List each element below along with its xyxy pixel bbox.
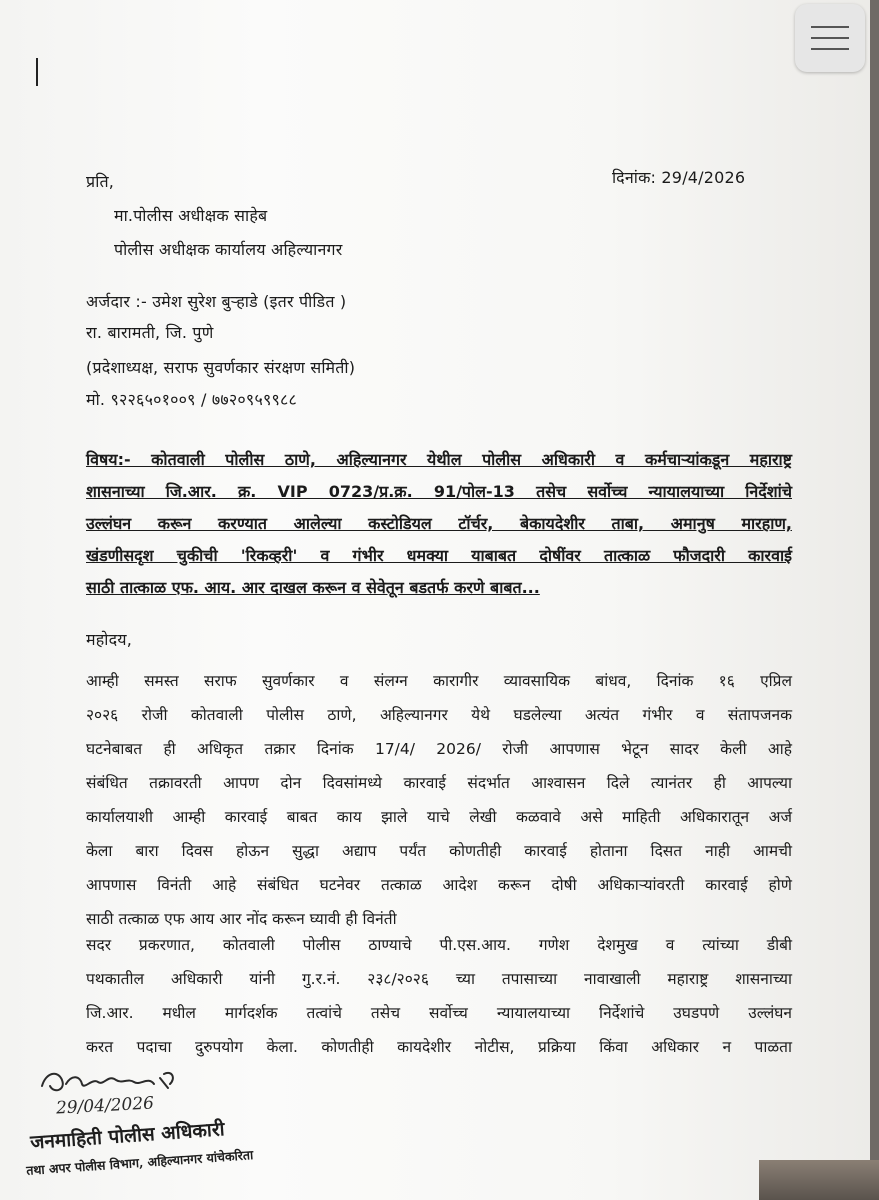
- recipient-office: पोलीस अधीक्षक कार्यालय अहिल्यानगर: [114, 240, 343, 259]
- subject-line: उल्लंघन करून करण्यात आलेल्या कस्टोडियल टॉर्चर, बेकायदेशीर ताबा, अमानुष मारहाण,: [86, 514, 792, 533]
- menu-bar: [811, 37, 849, 39]
- subject-line: साठी तात्काळ एफ. आय. आर दाखल करून व सेवेतून बडतर्फ करणे बाबत...: [86, 578, 540, 597]
- hamburger-menu-icon[interactable]: [795, 4, 865, 72]
- salutation: महोदय,: [86, 630, 133, 649]
- letter-date: दिनांक: 29/4/2026: [612, 168, 746, 187]
- menu-bar: [811, 48, 849, 50]
- recipient-prefix: प्रति,: [86, 172, 115, 191]
- stamp-date: 29/04/2026: [55, 1093, 155, 1119]
- stamp-subtitle: तथा अपर पोलीस विभाग, अहिल्यानगर यांचेकरिता: [25, 1147, 254, 1178]
- subject-line: विषय:- कोतवाली पोलीस ठाणे, अहिल्यानगर येथील पोलीस अधिकारी व कर्मचाऱ्यांकडून महाराष्ट्र: [86, 450, 792, 469]
- paragraph-line: आम्ही समस्त सराफ सुवर्णकार व संलग्न कारागीर व्यावसायिक बांधव, दिनांक १६ एप्रिल: [86, 672, 792, 690]
- paragraph-line: २०२६ रोजी कोतवाली पोलीस ठाणे, अहिल्यानगर येथे घडलेल्या अत्यंत गंभीर व संतापजनक: [86, 706, 792, 724]
- paragraph-line: घटनेबाबत ही अधिकृत तक्रार दिनांक 17/4/ 2026/ रोजी आपणास भेटून सादर केली आहे: [86, 740, 792, 758]
- background-surface: [759, 1160, 879, 1200]
- received-stamp: [26, 1060, 306, 1200]
- paragraph-line: संबंधित तक्रावरती आपण दोन दिवसांमध्ये कारवाई संदर्भात आश्वासन दिले त्यानंतर ही आपल्या: [86, 774, 792, 792]
- applicant-designation: (प्रदेशाध्यक्ष, सराफ सुवर्णकार संरक्षण समिती): [86, 358, 356, 377]
- subject-line: शासनाच्या जि.आर. क्र. VIP 0723/प्र.क्र. 91/पोल-13 तसेच सर्वोच्च न्यायालयाच्या निर्देशांचे: [86, 482, 792, 501]
- menu-bar: [811, 26, 849, 28]
- paragraph-line: सदर प्रकरणात, कोतवाली पोलीस ठाण्याचे पी.एस.आय. गणेश देशमुख व त्यांच्या डीबी: [86, 936, 792, 954]
- paragraph-line: जि.आर. मधील मार्गदर्शक तत्वांचे तसेच सर्वोच्च न्यायालयाच्या निर्देशांचे उघडपणे उल्लंघन: [86, 1004, 792, 1022]
- subject-line: खंडणीसदृश चुकीची 'रिकव्हरी' व गंभीर धमक्या याबाबत दोषींवर तात्काळ फौजदारी कारवाई: [86, 546, 792, 565]
- subject-block: [86, 444, 792, 604]
- applicant-name: अर्जदार :- उमेश सुरेश बुऱ्हाडे (इतर पीडित ): [86, 292, 347, 311]
- paragraph-line: करत पदाचा दुरुपयोग केला. कोणतीही कायदेशीर नोटीस, प्रक्रिया किंवा अधिकार न पाळता: [86, 1038, 792, 1056]
- signature-scribble: [36, 1064, 186, 1100]
- margin-pen-mark: [36, 58, 38, 86]
- paragraph-line: कार्यालयाशी आम्ही कारवाई बाबत काय झाले याचे लेखी कळवावे असे माहिती अधिकारातून अर्ज: [86, 808, 792, 826]
- applicant-phone: मो. ९२२६५०१००९ / ७७२०९५९९८८: [86, 390, 298, 409]
- applicant-address: रा. बारामती, जि. पुणे: [86, 323, 214, 342]
- paragraph-line: आपणास विनंती आहे संबंधित घटनेवर तत्काळ आदेश करून दोषी अधिकाऱ्यांवरती कारवाई होणे: [86, 876, 792, 894]
- body-paragraph-2: [86, 928, 792, 1064]
- paragraph-line: केला बारा दिवस होऊन सुद्धा अद्याप पर्यंत कोणतीही कारवाई होताना दिसत नाही आमची: [86, 842, 792, 860]
- paragraph-line: पथकातील अधिकारी यांनी गु.र.नं. २३८/२०२६ च्या तपासाच्या नावाखाली महाराष्ट्र शासनाच्या: [86, 970, 792, 988]
- paragraph-line: साठी तत्काळ एफ आय आर नोंद करून घ्यावी ही विनंती: [86, 910, 397, 928]
- body-paragraph-1: [86, 664, 792, 936]
- stamp-title: जनमाहिती पोलीस अधिकारी: [29, 1118, 226, 1154]
- recipient-title: मा.पोलीस अधीक्षक साहेब: [114, 206, 268, 225]
